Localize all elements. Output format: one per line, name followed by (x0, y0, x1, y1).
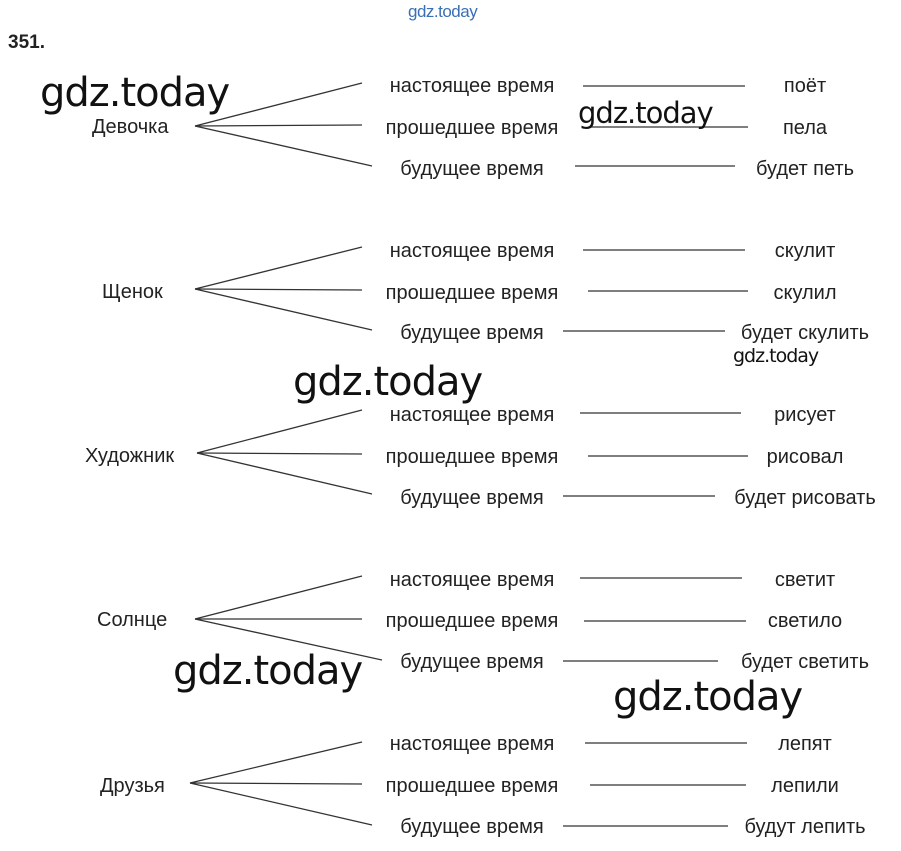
tense-past: прошедшее время (385, 446, 559, 468)
verb-present: светит (774, 569, 836, 591)
task-number: 351. (8, 32, 45, 53)
verb-past: пела (782, 117, 828, 139)
branch-line (195, 289, 372, 330)
verb-past: рисовал (766, 446, 844, 468)
tense-future: будущее время (400, 158, 544, 180)
branch-line (195, 289, 362, 290)
verb-present: лепят (778, 733, 832, 755)
branch-line (195, 247, 362, 289)
tense-present: настоящее время (389, 733, 555, 755)
verb-present: скулит (774, 240, 836, 262)
verb-past: лепили (771, 775, 839, 797)
branch-line (190, 783, 372, 825)
tense-future: будущее время (400, 487, 544, 509)
subject-label: Художник (85, 445, 175, 467)
verb-future: будет светить (741, 651, 869, 673)
tense-present: настоящее время (389, 240, 555, 262)
subject-label: Девочка (92, 116, 169, 138)
verb-future: будет скулить (740, 322, 870, 344)
tense-present: настоящее время (389, 404, 555, 426)
branch-line (195, 126, 372, 166)
watermark: gdz.today (733, 345, 819, 367)
tense-past: прошедшее время (385, 117, 559, 139)
branch-line (197, 410, 362, 453)
tense-past: прошедшее время (385, 775, 559, 797)
tense-present: настоящее время (389, 569, 555, 591)
tense-future: будущее время (400, 816, 544, 838)
tense-future: будущее время (400, 651, 544, 673)
watermark: gdz.today (613, 674, 803, 720)
watermark: gdz.today (293, 359, 483, 405)
watermark: gdz.today (173, 648, 363, 694)
watermark: gdz.today (578, 96, 713, 130)
verb-past: скулил (773, 282, 837, 304)
verb-future: будет рисовать (734, 487, 876, 509)
tense-past: прошедшее время (385, 610, 559, 632)
watermark: gdz.today (40, 70, 230, 116)
verb-present: рисует (774, 404, 836, 426)
branch-line (195, 125, 362, 126)
subject-label: Щенок (102, 281, 163, 303)
branch-line (197, 453, 362, 454)
brand-watermark-top: gdz.today (408, 2, 478, 21)
branch-line (190, 742, 362, 783)
verb-future: будет петь (755, 158, 855, 180)
verb-past: светило (767, 610, 843, 632)
subject-label: Друзья (100, 775, 165, 797)
tense-present: настоящее время (389, 75, 555, 97)
tense-past: прошедшее время (385, 282, 559, 304)
verb-present: поёт (783, 75, 827, 97)
branch-line (197, 453, 372, 494)
branch-line (190, 783, 362, 784)
verb-future: будут лепить (744, 816, 866, 838)
subject-label: Солнце (97, 609, 168, 631)
branch-line (195, 576, 362, 619)
tense-future: будущее время (400, 322, 544, 344)
